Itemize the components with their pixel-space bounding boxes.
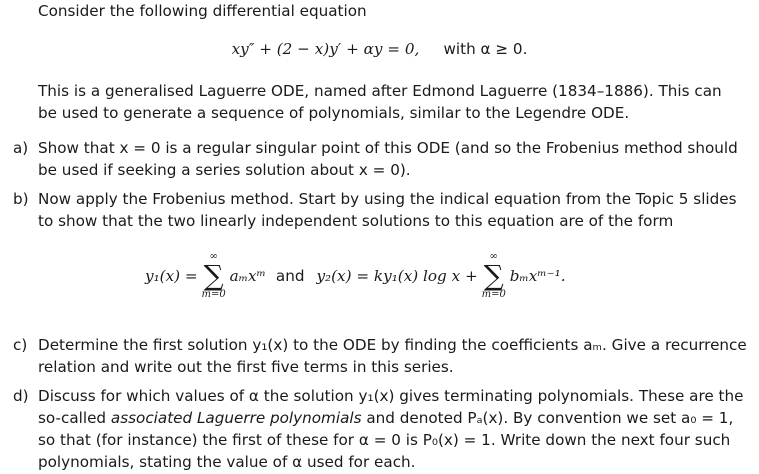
sum1-upper: ∞: [209, 251, 218, 262]
equation-condition: with α ≥ 0.: [443, 40, 528, 58]
y2-term: bₘxᵐ⁻¹.: [509, 266, 566, 285]
summation-1: [201, 252, 227, 300]
solution-forms: [145, 246, 566, 306]
y1-term: aₘxᵐ: [229, 266, 266, 285]
item-d-line2-em: associated Laguerre polynomials: [110, 409, 362, 427]
summation-2: [481, 252, 507, 300]
item-d-line2-post: and denoted Pₐ(x). By convention we set a₀ = 1,: [366, 409, 734, 427]
equation-text: xy″ + (2 − x)y′ + αy = 0,: [231, 40, 420, 58]
item-d-line3: so that (for instance) the first of these for α = 0 is P₀(x) = 1. Write down the next four such: [38, 431, 731, 449]
sum2-lower: m=0: [481, 289, 506, 300]
item-a-line2: be used if seeking a series solution about x = 0).: [38, 161, 411, 179]
sum1-sigma: ∑: [203, 259, 224, 292]
item-d-line2-pre: so-called: [38, 409, 107, 427]
and-word: and: [275, 266, 305, 285]
item-d-line4: polynomials, stating the value of α used for each.: [38, 453, 416, 471]
sum2-upper: ∞: [489, 251, 498, 262]
item-b-label: b): [13, 190, 29, 208]
item-c-label: c): [13, 336, 28, 354]
item-d-line2: [38, 407, 733, 430]
y2-lhs: y₂(x) = ky₁(x) log x +: [316, 266, 478, 285]
item-a-line1: Show that x = 0 is a regular singular point of this ODE (and so the Frobenius method should: [38, 139, 738, 157]
item-d-line1: Discuss for which values of α the solution y₁(x) gives terminating polynomials. These are the: [38, 387, 744, 405]
item-d-label: d): [13, 387, 29, 405]
item-a-label: a): [13, 139, 29, 157]
item-b-line1: Now apply the Frobenius method. Start by using the indical equation from the Topic 5 slides: [38, 190, 737, 208]
para1-line2: be used to generate a sequence of polynomials, similar to the Legendre ODE.: [38, 104, 630, 122]
intro-text: Consider the following differential equation: [38, 2, 367, 20]
y1-lhs: y₁(x) =: [145, 266, 198, 285]
item-c-line2: relation and write out the first five terms in this series.: [38, 358, 454, 376]
item-b-line2: to show that the two linearly independent solutions to this equation are of the form: [38, 212, 674, 230]
sum2-sigma: ∑: [483, 259, 504, 292]
sum1-lower: m=0: [201, 289, 226, 300]
item-c-line1: Determine the first solution y₁(x) to the ODE by finding the coefficients aₘ. Give a recurrence: [38, 336, 747, 354]
main-equation: [0, 38, 759, 61]
para1-line1: This is a generalised Laguerre ODE, named after Edmond Laguerre (1834–1886). This can: [38, 82, 722, 100]
